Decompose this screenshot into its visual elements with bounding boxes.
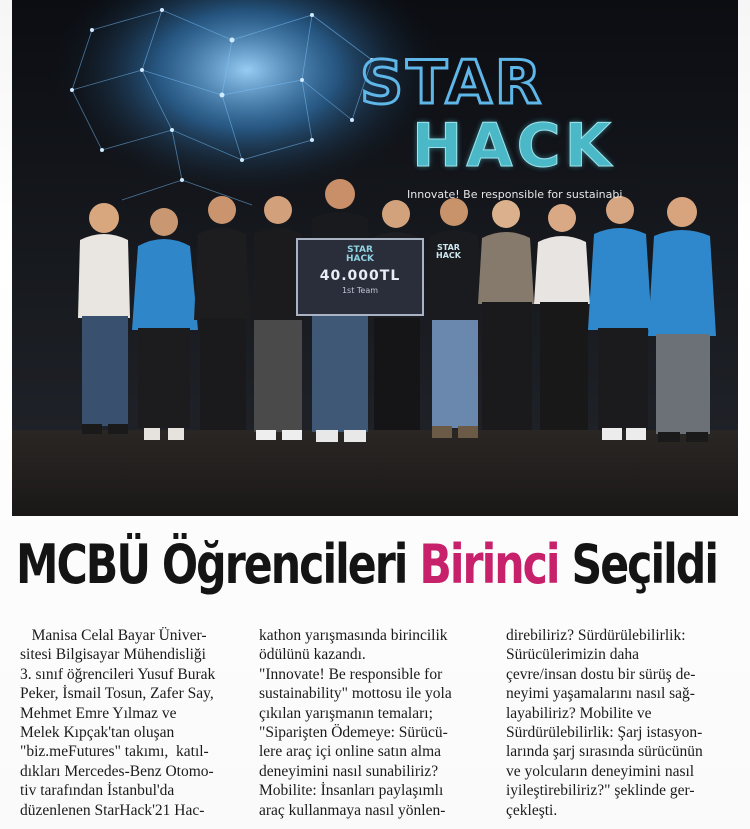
- event-logo-star: STAR: [360, 48, 545, 118]
- event-slogan: Innovate! Be responsible for sustainabi: [407, 188, 623, 201]
- prize-check: [296, 238, 424, 316]
- check-amount: 40.000TL: [319, 267, 401, 284]
- person: [78, 203, 130, 434]
- check-logo: STAR HACK: [345, 245, 375, 265]
- shirt-logo: STAR HACK: [436, 243, 461, 261]
- headline-part-1: MCBÜ Öğrencileri: [16, 533, 420, 596]
- article-column-2: kathon yarışmasında birincilik ödülünü kazandı. "Innovate! Be responsible for sustainability" mottosu ile yola çıkılan yarışmanın temaları; "Siparişten Ödemeye: Sürücü- lere araç içi online satın alma deneyimini nasıl sunabiliriz? Mobilite: İnsanları paylaşımlı araç kullanmaya nasıl yönlen-: [259, 627, 452, 819]
- person: [428, 198, 480, 438]
- headline-part-3: Seçildi: [558, 533, 717, 596]
- article-column-1: Manisa Celal Bayar Üniver- sitesi Bilgisayar Mühendisliği 3. sınıf öğrencileri Yusuf Burak Peker, İsmail Tosun, Zafer Say, Mehmet Emre Yılmaz ve Melek Kıpçak'tan oluşan "biz.meFutures" takımı, katıl- dıkları Mercedes-Benz Otomo- tiv tarafından İstanbul'da düzenlenen StarHack'21 Hac-: [20, 627, 216, 819]
- check-caption: 1st Team: [341, 285, 379, 295]
- event-logo-hack: HACK: [412, 111, 616, 181]
- headline-accent: Birinci: [419, 533, 559, 596]
- team-photo: [12, 0, 738, 516]
- headline: [16, 520, 717, 610]
- article-column-3: direbiliriz? Sürdürülebilirlik: Sürücülerimizin daha çevre/insan dostu bir sürüş de- neyimi yaşamalarını nasıl sağ- layabiliriz? Mobilite ve Sürdürülebilirlik: Şarj istasyon- larında şarj sırasında sürücünün ve yolcuların deneyimini nasıl iyileştirebiliriz?" şeklinde ger- çekleşti.: [506, 627, 703, 819]
- person: [252, 196, 304, 440]
- floor: [12, 430, 738, 516]
